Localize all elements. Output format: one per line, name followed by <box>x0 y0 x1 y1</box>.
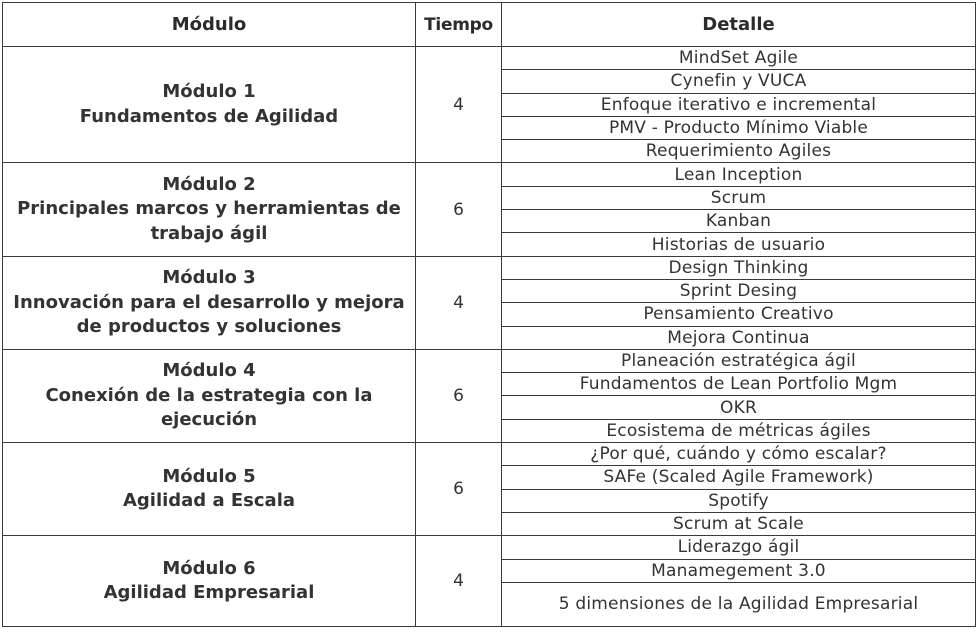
module-title: Fundamentos de Agilidad <box>79 105 339 127</box>
detail-item: 5 dimensiones de la Agilidad Empresarial <box>502 582 976 626</box>
module-name: Módulo 1 <box>162 81 256 103</box>
module-name: Módulo 2 <box>162 173 256 195</box>
module-name: Módulo 5 <box>162 465 256 487</box>
curriculum-table <box>2 2 976 627</box>
curriculum-table-wrapper <box>2 2 976 627</box>
detail-item: Liderazgo ágil <box>502 536 976 559</box>
header-detail: Detalle <box>502 3 976 47</box>
detail-item: PMV - Producto Mínimo Viable <box>502 116 976 139</box>
detail-item: MindSet Agile <box>502 47 976 70</box>
detail-item: Requerimiento Agiles <box>502 140 976 163</box>
module-name: Módulo 6 <box>162 557 256 579</box>
table-row <box>3 256 976 279</box>
detail-item: Ecosistema de métricas ágiles <box>502 419 976 442</box>
detail-item: Pensamiento Creativo <box>502 303 976 326</box>
table-row <box>3 349 976 372</box>
module-title: Principales marcos y herramientas de trabajo ágil <box>17 198 401 244</box>
module-name: Módulo 3 <box>162 267 256 289</box>
table-row <box>3 536 976 559</box>
detail-item: Enfoque iterativo e incremental <box>502 93 976 116</box>
module-time: 4 <box>416 47 502 163</box>
detail-item: Manamegement 3.0 <box>502 559 976 582</box>
module-cell-6 <box>3 536 416 627</box>
module-cell-2 <box>3 163 416 256</box>
header-module: Módulo <box>3 3 416 47</box>
detail-item: Fundamentos de Lean Portfolio Mgm <box>502 373 976 396</box>
detail-item: SAFe (Scaled Agile Framework) <box>502 466 976 489</box>
module-title: Innovación para el desarrollo y mejora de productos y soluciones <box>13 291 405 338</box>
detail-item: Cynefin y VUCA <box>502 70 976 93</box>
detail-item: OKR <box>502 396 976 419</box>
detail-item: ¿Por qué, cuándo y cómo escalar? <box>502 443 976 466</box>
detail-item: Spotify <box>502 489 976 512</box>
module-cell-3 <box>3 256 416 349</box>
header-row <box>3 3 976 47</box>
detail-item: Design Thinking <box>502 256 976 279</box>
detail-item: Scrum <box>502 186 976 209</box>
module-title: Conexión de la estrategia con la ejecución <box>45 384 373 431</box>
detail-item: Kanban <box>502 210 976 233</box>
table-row <box>3 443 976 466</box>
module-cell-5 <box>3 443 416 536</box>
module-time: 4 <box>416 536 502 627</box>
module-title: Agilidad a Escala <box>122 490 296 512</box>
detail-item: Sprint Desing <box>502 279 976 302</box>
header-time: Tiempo <box>416 3 502 47</box>
module-cell-1 <box>3 47 416 163</box>
detail-item: Lean Inception <box>502 163 976 186</box>
module-time: 6 <box>416 443 502 536</box>
module-time: 6 <box>416 349 502 442</box>
detail-item: Historias de usuario <box>502 233 976 256</box>
detail-item: Mejora Continua <box>502 326 976 349</box>
table-row <box>3 47 976 70</box>
module-time: 4 <box>416 256 502 349</box>
detail-item: Planeación estratégica ágil <box>502 349 976 372</box>
detail-item: Scrum at Scale <box>502 512 976 535</box>
table-row <box>3 163 976 186</box>
module-title: Agilidad Empresarial <box>103 582 315 604</box>
module-time: 6 <box>416 163 502 256</box>
module-name: Módulo 4 <box>162 360 256 382</box>
module-cell-4 <box>3 349 416 442</box>
